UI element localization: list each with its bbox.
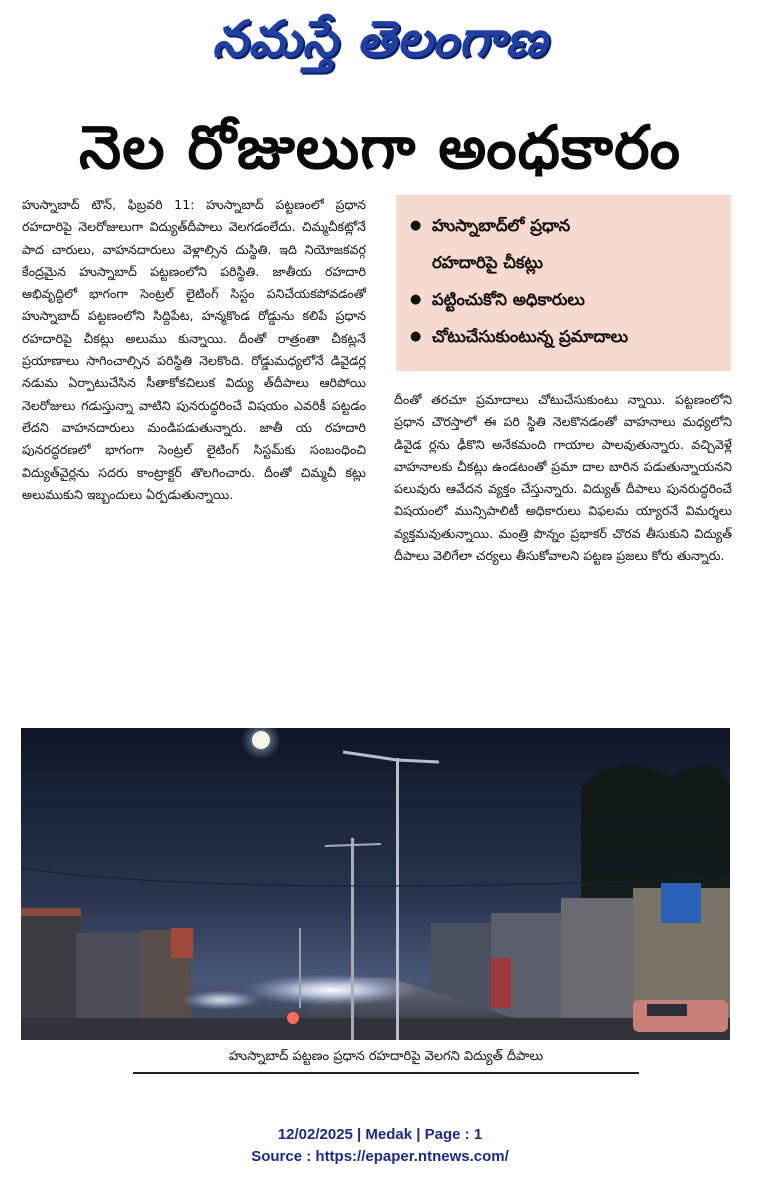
highlights-box [396,195,731,371]
article-headline: నెల రోజులుగా అంధకారం [78,113,682,183]
photo-caption: హుస్నాబాద్ పట్టణం ప్రధాన రహదారిపై వెలగని విద్యుత్ దీపాలు [133,1044,639,1074]
masthead-title: నమస్తే తెలంగాణ [212,9,548,68]
article-body-right: దీంతో తరచూ ప్రమాదాలు చోటుచేసుకుంటు న్నాయి. పట్టణంలోని ప్రధాన చౌరస్తాలో ఈ పరి స్థితి నెలకొనడంతో వాహనాలు మధ్యలోని డివైడ ర్లను ఢీకొని అనేకమంది గాయాల పాలవుతున్నారు. వచ్చివెళ్లే వాహనాలకు చీకట్లు ఉండటంతో ప్రమా దాల బారిన పడుతున్నాయనని పలువురు ఆవేదన వ్యక్తం చేస్తున్నారు. విద్యుత్ దీపాలు పునరుద్ధరించే విషయంలో మున్సిపాలిటీ అధికారులు విఫలమ య్యారనే విమర్శలు వ్యక్తమవుతున్నాయి. మంత్రి పొన్నం ప్రభాకర్ చొరవ తీసుకుని విద్యుత్ దీపాలు వెలిగేలా చర్యలు తీసుకోవాలని పట్టణ ప్రజలు కోరు తున్నారు. [394,392,732,564]
highlights-list [410,207,719,355]
article-right-column [394,389,732,719]
page-footer [0,1124,760,1168]
highlight-item: ● చోటుచేసుకుంటున్న ప్రమాదాలు [410,318,719,355]
footer-edition-line: 12/02/2025 | Medak | Page : 1 [277,1126,483,1143]
article-body-left: హుస్నాబాద్ టౌన్, ఫిబ్రవరి 11: హుస్నాబాద్ పట్టణంలో ప్రధాన రహదారిపై నెలరోజులుగా విద్యుత్‌దీపాలు వెలగడంలేదు. చిమ్మచీకట్లోనే పాద చారులు, వాహనదారులు వెళ్లాల్సిన దుస్థితి. ఇది నియోజకవర్గ కేంద్రమైన హుస్నాబాద్ పట్టణంలోని పరిస్థితి. జాతీయ రహదారి అభివృద్ధిలో భాగంగా సెంట్రల్ లైటింగ్ సిస్టం పనిచేయకపోవడంతో హుస్నాబాద్ పట్టణంలోని సిద్దిపేట, హన్మకొండ రోడ్డును కలిపే ప్రధాన రహదారిపై చీకట్లు అలుము కున్నాయి. దీంతో రాత్రంతా చీకట్లనే ప్రయాణాలు సాగించాల్సిన పరిస్థితి నెలకొంది. రోడ్డుమధ్యలోనే డివైడర్ల నడుమ ఏర్పాటుచేసిన సీతాకోకచిలుక విద్యు త్‌దీపాలు ఆరిపోయి నెలరోజులు గడుస్తున్నా వాటిని పునరుద్ధరించే విషయం ఎవరికీ పట్టడం లేదని వాహనదారులు మండిపడుతున్నారు. జాతీ య రహదారి పునరద్ధరణలో భాగంగా సెంట్రల్ లైటింగ్ సిస్టమ్‌కు సంబంధించి విద్యుత్‌వైర్లను సదరు కాంట్రాక్టర్ తొలగించారు. దీంతో చిమ్మచీ కట్లు అలుముకుని ఇబ్బందులు ఏర్పడుతున్నాయి. [22,197,366,502]
highlight-item: ● పట్టించుకోని అధికారులు [410,281,719,318]
article-left-column [22,194,366,714]
article-photo [21,728,730,1040]
highlight-item-continued: రహదారిపై చీకట్లు [432,253,543,272]
highlight-item: ● హుస్నాబాద్‌లో ప్రధాన [410,207,719,244]
night-street-photo [21,728,730,1040]
footer-source-line: Source : https://epaper.ntnews.com/ [251,1148,509,1165]
